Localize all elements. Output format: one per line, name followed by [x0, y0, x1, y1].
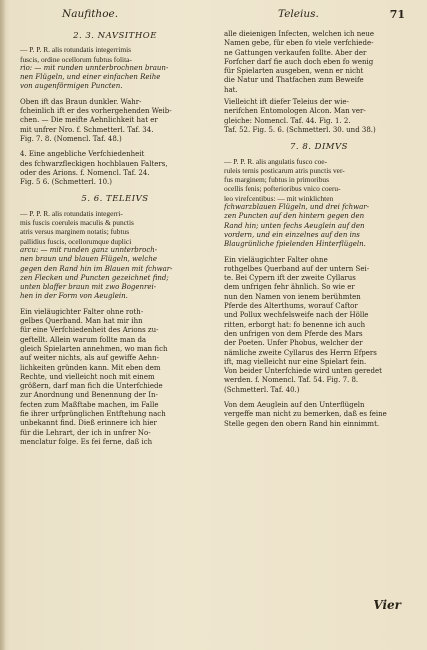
body-text-line: für die Lehrart, der ich in unfrer No- [20, 428, 151, 437]
latin-diagnosis-line: ruleis ternis posticarum atris punctis ver- [224, 165, 345, 175]
body-text-line: 4. Eine angebliche Verfchiedenheit [20, 150, 145, 159]
body-text-line: geftellt. Allein warum follte man da [20, 335, 147, 344]
body-text-line: alle dieienigen Infecten, welchen ich neue [224, 30, 375, 38]
german-diagnosis-line: hen in der Form von Aeuglein. [20, 292, 128, 301]
body-text-line: rothgelbes Querband auf der untern Sei- [224, 264, 370, 273]
body-text-line: nämliche zweite Cyllarus des Herrn Efpers [224, 348, 377, 357]
body-text-line: Oben ift das Braun dunkler. Wahr- [20, 97, 142, 106]
latin-diagnosis-line: leo virefcentibus: — mit winklichten [224, 193, 334, 203]
body-text-line: Pferde des Alterthums, worauf Caftor [224, 302, 358, 311]
body-text-line: menclatur folge. Es fei ferne, daß ich [20, 437, 153, 446]
body-text-line: hat. [224, 85, 238, 94]
body-text-line: der Poeten. Unfer Phobus, welcher der [224, 339, 363, 348]
latin-diagnosis-line: — P. P. R. alis rotundatis integerri- [20, 208, 123, 218]
body-text-line: Rechte, und vielleicht noch mit einem [20, 372, 155, 381]
german-diagnosis-line: von augenförmigen Puncten. [20, 82, 123, 91]
body-text-line: gleich Spielarten annehmen, wo man fich [20, 344, 168, 353]
body-text-line: gleiche: Nomencl. Taf. 44. Fig. 1. 2. [224, 116, 351, 125]
body-text-line: zur Anordnung und Benennung der In- [20, 391, 158, 400]
body-text-line: Taf. 52. Fig. 5. 6. (Schmetterl. 30. und 38.) [224, 125, 376, 134]
page-number: 71 [389, 8, 405, 21]
body-text-line: die Natur und Thatfachen zum Beweife [224, 76, 364, 85]
german-diagnosis-line: zen Flecken und Puncten gezeichnet find; [20, 273, 169, 282]
german-diagnosis-line: arcu: — mit runden ganz unnterbroch- [20, 245, 158, 254]
body-text-line: dem unfrigen fehr ähnlich. So wie er [224, 283, 355, 292]
body-text-line: fecten zum Maßftabe machen, im Falle [20, 400, 159, 409]
body-text-line: größern, darf man fich die Unterfchiede [20, 382, 163, 391]
body-text-line: nerifchen Entomologen Alcon. Man ver- [224, 107, 366, 116]
section-heading-nausithoe: 2. 3. NAVSITHOE [73, 31, 157, 41]
latin-diagnosis-line: — P. P. R. alis rotundatis integerrimis [20, 45, 132, 55]
body-text-line: Von beider Unterfchiede wird unten geredet [224, 367, 382, 376]
running-head-right: Teleius. [278, 8, 319, 20]
body-text-line: Fig. 7. 8. (Nomencl. Taf. 48.) [20, 134, 122, 143]
right-column [224, 30, 414, 429]
body-text-line: werden. f. Nomencl. Taf. 54. Fig. 7. 8. [224, 376, 359, 385]
latin-diagnosis-line: — P. P. R. alis angulatis fusco coe- [224, 156, 328, 166]
body-text-line: Forfcher darf fie auch doch eben fo wenig [224, 57, 374, 66]
body-text-line: Von dem Aeuglein auf den Unterflügeln [224, 400, 365, 409]
body-text-line: des fchwarzfleckigen hochblauen Falters, [20, 159, 168, 168]
german-diagnosis-line: nen Flügeln, und einer einfachen Reihe [20, 73, 161, 82]
german-diagnosis-line: nen braun und blauen Flügeln, welche [20, 255, 157, 264]
catchword: Vier [373, 598, 401, 612]
body-text-line: fcheinlich ift er des vorhergehenden Weib- [20, 107, 172, 116]
latin-diagnosis-line: fus marginem; fubtus in primoribus [224, 175, 329, 185]
body-text-line: und Pollux wechfelsweife nach der Hölle [224, 311, 369, 320]
body-text-line: unbekannt find. Dieß erinnere ich hier [20, 419, 157, 428]
body-text-line: Ein vieläugichter Falter ohne roth- [20, 307, 144, 316]
body-text-line: Fig. 5 6. (Schmetterl. 10.) [20, 178, 113, 187]
german-diagnosis-line: zen Puncten auf den hintern gegen den [224, 212, 365, 221]
german-diagnosis-line: Rand hin; unten fechs Aeuglein auf den [224, 221, 365, 230]
body-text-line: lichkeiten gründen kann. Mit eben dem [20, 363, 161, 372]
body-text-line: te. Bei Cypern ift der zweite Cyllarus [224, 274, 356, 283]
body-text-line: oder des Arions. f. Nomencl. Taf. 24. [20, 168, 150, 177]
body-text-line: Vielleicht ift diefer Teleius der wie- [224, 98, 349, 107]
body-text-line: den unfrigen von dem Pferde des Mars [224, 329, 363, 338]
latin-diagnosis-line: pallidius fuscis, ocellorumque duplici [20, 236, 132, 246]
german-diagnosis-line: fchwarzblauen Flügeln, und drei fchwar- [224, 203, 369, 212]
german-diagnosis-line: unten blaffer braun mit zwo Bogenrei- [20, 283, 157, 292]
page-gutter-shadow [0, 0, 6, 650]
german-diagnosis-line: gegen den Rand hin im Blauen mit fchwar- [20, 264, 173, 273]
german-diagnosis-line: rio: — mit runden unnterbrochnen braun- [20, 63, 169, 72]
body-text-line: (Schmetterl. Taf. 40.) [224, 385, 300, 394]
body-text-line: gelbes Querband. Man hat mir ihn [20, 317, 143, 326]
latin-diagnosis-line: ocellis fenis; pofterioribus vnico coeru- [224, 184, 341, 194]
latin-diagnosis-line: atris versus marginem notatis; fubtus [20, 227, 130, 237]
section-heading-dimus: 7. 8. DIMVS [290, 142, 348, 153]
running-head-left: Naufithoe. [62, 8, 119, 20]
body-text-line: ritten, erborgt hat: fo benenne ich auch [224, 320, 366, 329]
body-text-line: für Spielarten ausgeben, wenn er nicht [224, 67, 364, 76]
body-text-line: Namen gebe, für eben fo viele verfchiede- [224, 39, 374, 48]
section-heading-teleius: 5. 6. TELEIVS [81, 194, 149, 205]
german-diagnosis-line: Blaugrünliche fpielenden Hinterflügeln. [224, 240, 366, 249]
body-text-line: chen. — Die meifte Aehnlichkeit hat er [20, 116, 158, 125]
body-text-line: auf weiter nichts, als auf gewiffe Aehn- [20, 354, 159, 363]
body-text-line: ift, mag vielleicht nur eine Spielart fein. [224, 357, 367, 366]
body-text-line: mit unfrer Nro. f. Schmetterl. Taf. 34. [20, 125, 154, 134]
body-text-line: für eine Verfchiedenheit des Arions zu- [20, 326, 159, 335]
body-text-line: fie ihrer urfprünglichen Entftehung nach [20, 409, 166, 418]
body-text-line: vergeffe man nicht zu bemerken, daß es feine [224, 410, 387, 419]
latin-diagnosis-line: fuscis, ordine ocellorum fubtus folita- [20, 54, 132, 64]
latin-diagnosis-line: mis fuscis coeruleis maculis & punctis [20, 218, 134, 228]
body-text-line: ne Gattungen verkaufen follte. Aber der [224, 48, 367, 57]
body-text-line: Stelle gegen den obern Rand hin einnimmt. [224, 419, 380, 428]
german-diagnosis-line: vordern, und ein einzelnes auf den ins [224, 230, 360, 239]
body-text-line: nun den Namen von ienem berühmten [224, 292, 361, 301]
left-column [20, 30, 210, 447]
body-text-line: Ein vieläugichter Falter ohne [224, 255, 328, 264]
